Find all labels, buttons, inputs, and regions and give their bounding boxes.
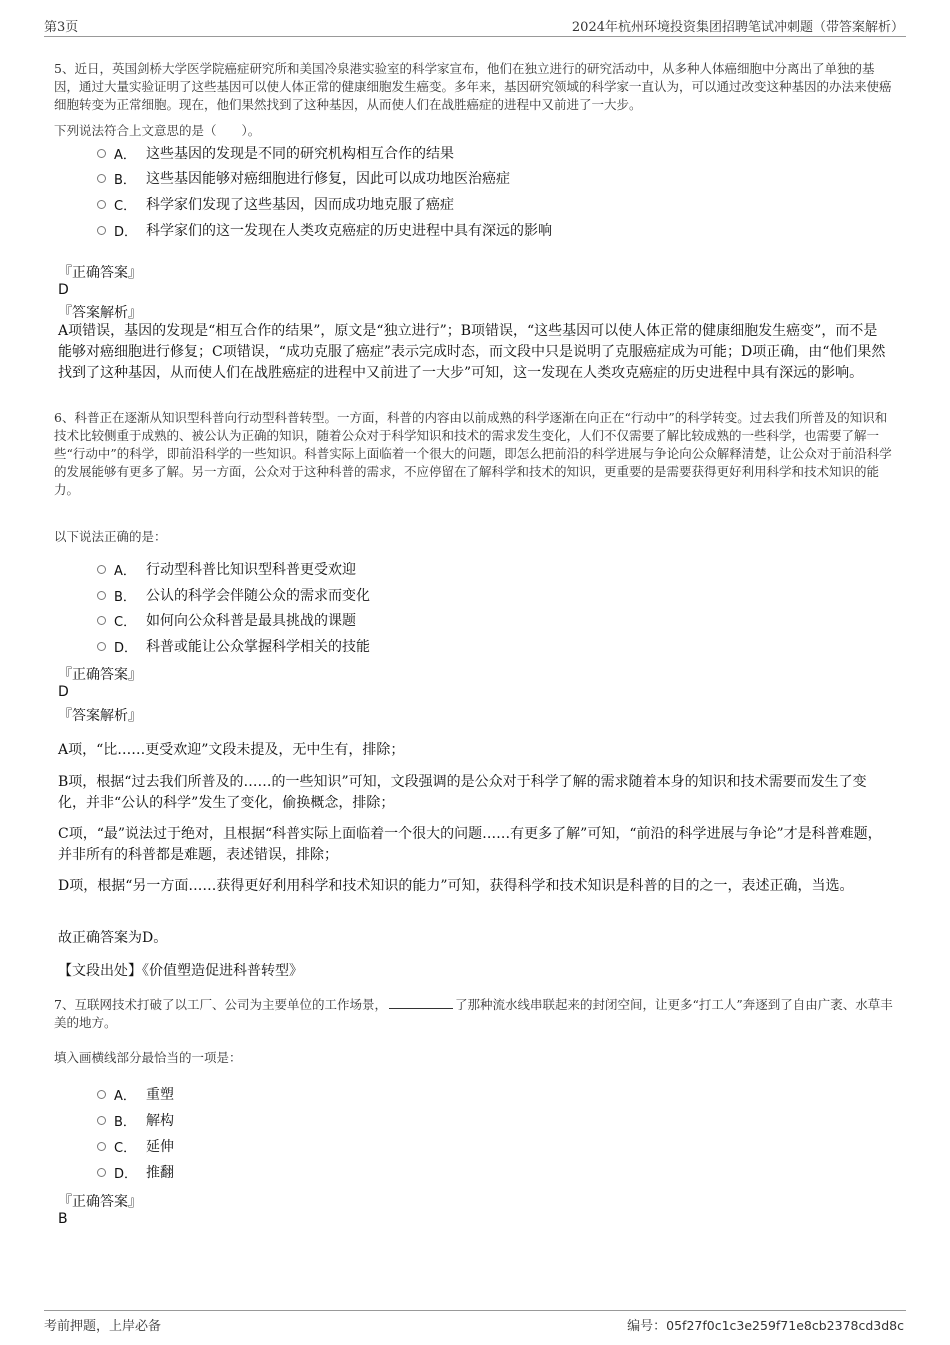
q6-option-d-letter: D． [114, 640, 138, 656]
q7-option-a-letter: A． [114, 1088, 136, 1104]
q5-option-c-letter: C． [114, 198, 137, 214]
q6-answer: D [58, 684, 69, 700]
radio-icon[interactable] [97, 174, 106, 183]
footer-slogan: 考前押题，上岸必备 [44, 1319, 162, 1334]
q5-analysis: A项错误，基因的发现是“相互合作的结果”，原文是“独立进行”；B项错误，“这些基因可以使人体正常的健康细胞发生癌变”，而不是能够对癌细胞进行修复；C项错误，“成功克服了癌症”表示完成时态，而文段中只是说明了克服癌症成为可能；D项正确，由“他们果然找到了这种基因，从而使人们在战胜癌症的进程中又前进了一大步”可知，这一发现在人类攻克癌症的历史进程中具有深远的影响。 [58, 323, 886, 381]
q5-analysis-label: 『答案解析』 [58, 305, 142, 321]
q7-option-a-text: 重塑 [146, 1087, 174, 1103]
radio-icon[interactable] [97, 1116, 106, 1125]
q7-option-b-text: 解构 [146, 1113, 174, 1129]
q6-option-b-text: 公认的科学会伴随公众的需求而变化 [146, 588, 370, 604]
q7-prompt: 填入画横线部分最恰当的一项是： [54, 1050, 242, 1065]
q6-analysis-b: B项，根据“过去我们所普及的……的一些知识”可知，文段强调的是公众对于科学了解的需求随着本身的知识和技术需要而发生了变化，并非“公认的科学”发生了变化，偷换概念，排除； [58, 774, 867, 811]
q7-option-b[interactable] [97, 1109, 174, 1131]
q7-option-d-text: 推翻 [146, 1165, 174, 1181]
q7-option-c-text: 延伸 [146, 1139, 174, 1155]
q7-stem-before: 7、互联网技术打破了以工厂、公司为主要单位的工作场景， [54, 997, 387, 1012]
q7-answer-label: 『正确答案』 [58, 1194, 142, 1210]
radio-icon[interactable] [97, 149, 106, 158]
radio-icon[interactable] [97, 1090, 106, 1099]
radio-icon[interactable] [97, 1168, 106, 1177]
q5-option-c[interactable] [97, 193, 454, 215]
radio-icon[interactable] [97, 1142, 106, 1151]
q6-source: 【文段出处】《价值塑造促进科普转型》 [58, 963, 303, 979]
q5-option-c-text: 科学家们发现了这些基因，因而成功地克服了癌症 [146, 197, 454, 213]
footer-code-label: 编号： [627, 1319, 667, 1334]
radio-icon[interactable] [97, 200, 106, 209]
q6-analysis-label: 『答案解析』 [58, 708, 142, 724]
q6-option-b-letter: B． [114, 589, 136, 605]
radio-icon[interactable] [97, 616, 106, 625]
q5-option-d[interactable] [97, 219, 552, 241]
q6-stem: 6、科普正在逐渐从知识型科普向行动型科普转型。一方面，科普的内容由以前成熟的科学逐渐在向正在“行动中”的科学转变。过去我们所普及的知识和技术比较侧重于成熟的、被公认为正确的知识，随着公众对于科学知识和技术的需求发生变化，人们不仅需要了解比较成熟的一些科学，也需要了解一些“行动中”的科学，即前沿科学的一些知识。科普实际上面临着一个很大的问题，即怎么把前沿的科学进展与争论向公众解释清楚，让公众对于前沿科学的发展能够有更多了解。另一方面，公众对于这种科普的需求，不应停留在了解科学和技术的知识，更重要的是需要获得更好利用科学和技术知识的能力。 [54, 410, 892, 497]
q5-option-b-text: 这些基因能够对癌细胞进行修复，因此可以成功地医治癌症 [146, 171, 510, 187]
q6-option-a-text: 行动型科普比知识型科普更受欢迎 [146, 562, 356, 578]
q6-option-d[interactable] [97, 635, 370, 657]
q7-stem [54, 996, 896, 1032]
q6-answer-label: 『正确答案』 [58, 667, 142, 683]
q5-option-a[interactable] [97, 142, 454, 164]
q6-option-a-letter: A． [114, 563, 136, 579]
header-divider [44, 36, 906, 37]
q7-option-b-letter: B． [114, 1114, 136, 1130]
q7-option-c[interactable] [97, 1135, 174, 1157]
q6-option-d-text: 科普或能让公众掌握科学相关的技能 [146, 639, 370, 655]
q5-answer: D [58, 282, 69, 298]
q6-option-a[interactable] [97, 558, 356, 580]
q5-option-d-text: 科学家们的这一发现在人类攻克癌症的历史进程中具有深远的影响 [146, 223, 552, 239]
q7-stem-after: 了那种流水线串联起来的封闭空间，让更多“打工人”奔逐到了自由广袤、水草丰美的地方。 [54, 997, 893, 1030]
q6-analysis-a: A项，“比……更受欢迎”文段未提及，无中生有，排除； [58, 742, 405, 758]
q7-answer: B [58, 1211, 68, 1227]
footer-code-value: 05f27f0c1c3e259f71e8cb2378cd3d8c [666, 1318, 904, 1333]
q6-analysis-d: D项，根据“另一方面……获得更好利用科学和技术知识的能力”可知，获得科学和技术知识是科普的目的之一，表述正确，当选。 [58, 878, 854, 894]
footer-divider [44, 1310, 906, 1311]
radio-icon[interactable] [97, 565, 106, 574]
q6-prompt: 以下说法正确的是： [54, 529, 167, 544]
q6-conclusion: 故正确答案为D。 [58, 930, 168, 946]
q6-option-c-letter: C． [114, 614, 137, 630]
q7-option-a[interactable] [97, 1083, 174, 1105]
q6-option-c[interactable] [97, 609, 356, 631]
q6-analysis-c: C项，“最”说法过于绝对，且根据“科普实际上面临着一个很大的问题……有更多了解”可知，“前沿的科学进展与争论”才是科普难题，并非所有的科普都是难题，表述错误，排除； [58, 826, 882, 863]
q5-option-b[interactable] [97, 167, 510, 189]
radio-icon[interactable] [97, 591, 106, 600]
q7-option-c-letter: C． [114, 1140, 137, 1156]
document-title: 2024年杭州环境投资集团招聘笔试冲刺题（带答案解析） [571, 20, 904, 35]
q5-stem: 5、近日，英国剑桥大学医学院癌症研究所和美国冷泉港实验室的科学家宣布，他们在独立进行的研究活动中，从多种人体癌细胞中分离出了单独的基因，通过大量实验证明了这些基因可以使人体正常的健康细胞发生癌变。多年来，基因研究领域的科学家一直认为，可以通过改变这种基因的办法来使癌细胞转变为正常细胞。现在，他们果然找到了这种基因，从而使人们在战胜癌症的进程中又前进了一大步。 [54, 61, 892, 112]
q6-option-b[interactable] [97, 584, 370, 606]
q5-option-a-text: 这些基因的发现是不同的研究机构相互合作的结果 [146, 146, 454, 162]
q5-option-b-letter: B． [114, 172, 136, 188]
footer-code [627, 1315, 904, 1334]
q7-fill-blank [389, 996, 453, 1009]
radio-icon[interactable] [97, 642, 106, 651]
page-number: 第3页 [44, 20, 79, 35]
q6-option-c-text: 如何向公众科普是最具挑战的课题 [146, 613, 356, 629]
q5-option-a-letter: A． [114, 147, 136, 163]
q7-option-d[interactable] [97, 1161, 174, 1183]
q7-option-d-letter: D． [114, 1166, 138, 1182]
q5-prompt: 下列说法符合上文意思的是（ ）。 [54, 123, 261, 138]
q5-option-d-letter: D． [114, 224, 138, 240]
radio-icon[interactable] [97, 226, 106, 235]
q5-answer-label: 『正确答案』 [58, 265, 142, 281]
